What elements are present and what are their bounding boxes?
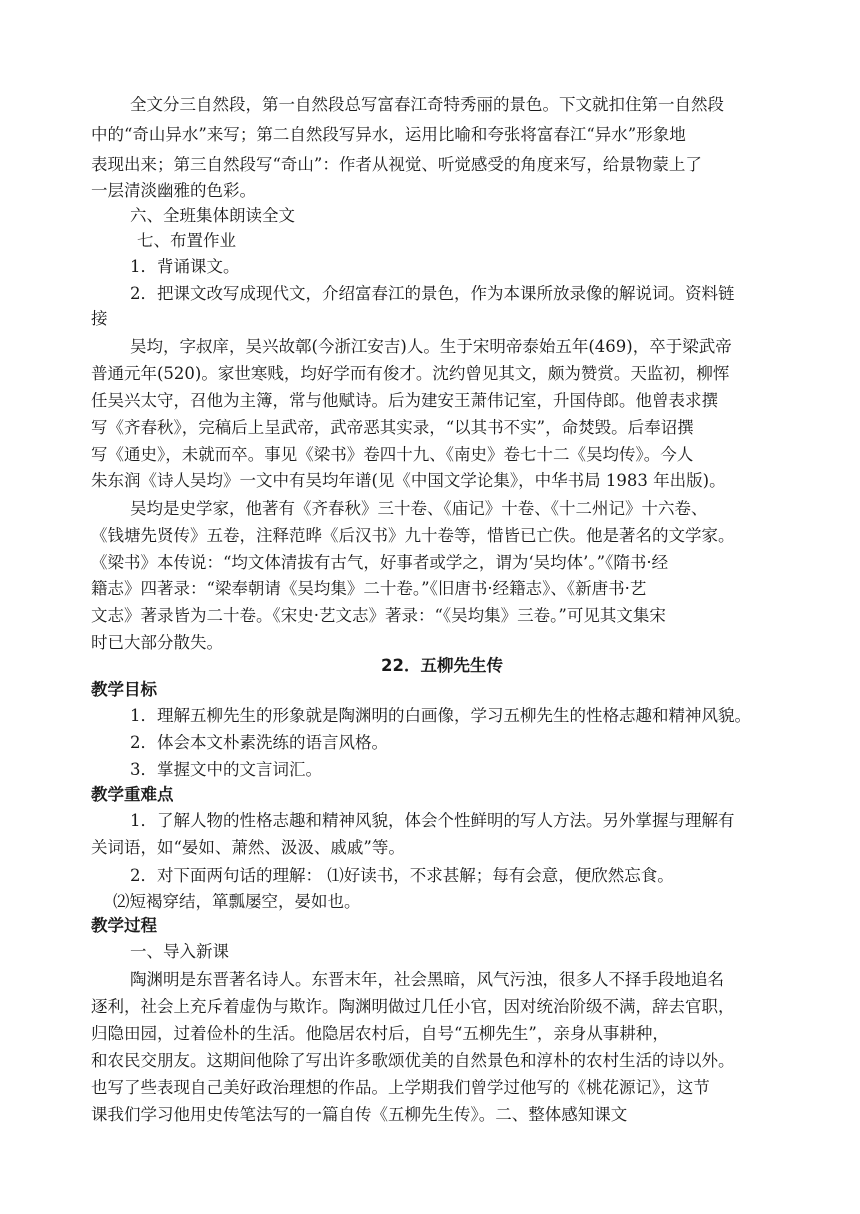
paragraph-line: 中的“奇山异水”来写；第二自然段写异水，运用比喻和夸张将富春江“异水”形象地 <box>91 125 686 144</box>
paragraph-line: 文志》著录皆为二十卷。《宋史·艺文志》著录：“《吴均集》三卷。”可见其文集宋 <box>91 606 666 625</box>
list-item: 1．背诵课文。 <box>130 257 240 276</box>
section-heading: 一、导入新课 <box>130 942 229 961</box>
paragraph-line: 《钱塘先贤传》五卷，注释范晔《后汉书》九十卷等，惜皆已亡佚。他是著名的文学家。 <box>91 526 735 545</box>
paragraph-line: 表现出来；第三自然段写“奇山”：作者从视觉、听觉感受的角度来写，给景物蒙上了 <box>91 155 702 174</box>
section-heading-bold: 教学目标 <box>91 680 157 699</box>
paragraph-line: 普通元年(520)。家世寒贱，均好学而有俊才。沈约曾见其文，颇为赞赏。天监初，柳恽 <box>91 364 730 383</box>
list-item: 2．对下面两句话的理解： ⑴好读书，不求甚解；每有会意，便欣然忘食。 <box>130 866 674 885</box>
paragraph-line: 朱东润《诗人吴均》一文中有吴均年谱(见《中国文学论集》，中华书局 1983 年出版)。 <box>91 471 726 490</box>
section-heading-bold: 教学过程 <box>91 916 157 935</box>
paragraph-line: 吴均，字叔庠，吴兴故鄣(今浙江安吉)人。生于宋明帝泰始五年(469)，卒于梁武帝 <box>130 337 732 356</box>
paragraph-line: 课我们学习他用史传笔法写的一篇自传《五柳先生传》。二、整体感知课文 <box>91 1105 628 1124</box>
paragraph-line: 籍志》四著录：“梁奉朝请《吴均集》二十卷。”《旧唐书·经籍志》、《新唐书·艺 <box>91 579 647 598</box>
section-heading: 七、布置作业 <box>137 231 236 250</box>
paragraph-line: 也写了些表现自己美好政治理想的作品。上学期我们曾学过他写的《桃花源记》，这节 <box>91 1078 710 1097</box>
paragraph-line: 一层清淡幽雅的色彩。 <box>91 181 256 200</box>
paragraph-line: 逐利，社会上充斥着虚伪与欺诈。陶渊明做过几任小官，因对统治阶级不满，辞去官职， <box>91 997 735 1016</box>
paragraph-line: 《梁书》本传说：“均文体清拔有古气，好事者或学之，谓为‘吴均体’。”《隋书·经 <box>91 553 669 572</box>
list-item: 2．把课文改写成现代文，介绍富春江的景色，作为本课所放录像的解说词。资料链 <box>130 284 735 303</box>
list-item: 1．理解五柳先生的形象就是陶渊明的白画像，学习五柳先生的性格志趣和精神风貌。 <box>130 706 751 725</box>
lesson-title-text: 22．五柳先生传 <box>381 656 503 675</box>
paragraph-line: 关词语，如“晏如、萧然、汲汲、戚戚”等。 <box>91 838 405 857</box>
paragraph-line: 全文分三自然段，第一自然段总写富春江奇特秀丽的景色。下文就扣住第一自然段 <box>130 95 724 114</box>
paragraph-line: 归隐田园，过着俭朴的生活。他隐居农村后，自号“五柳先生”，亲身从事耕种， <box>91 1024 669 1043</box>
paragraph-line: ⑵短褐穿结，箪瓢屡空，晏如也。 <box>113 892 361 911</box>
paragraph-line: 吴均是史学家，他著有《齐春秋》三十卷、《庙记》十卷、《十二州记》十六卷、 <box>130 499 708 518</box>
paragraph-line: 陶渊明是东晋著名诗人。东晋末年，社会黑暗，风气污浊，很多人不择手段地追名 <box>130 970 724 989</box>
paragraph-line: 任吴兴太守，召他为主簿，常与他赋诗。后为建安王萧伟记室，升国侍郎。他曾表求撰 <box>91 391 718 410</box>
paragraph-line: 接 <box>91 309 108 328</box>
paragraph-line: 时已大部分散失。 <box>91 633 223 652</box>
paragraph-line: 写《通史》，未就而卒。事见《梁书》卷四十九、《南史》卷七十二《吴均传》。今人 <box>91 445 694 464</box>
list-item: 3．掌握文中的文言词汇。 <box>130 760 322 779</box>
list-item: 2．体会本文朴素洗练的语言风格。 <box>130 733 388 752</box>
paragraph-line: 写《齐春秋》，完稿后上呈武帝，武帝恶其实录，“以其书不实”，命焚毁。后奉诏撰 <box>91 418 694 437</box>
section-heading: 六、全班集体朗读全文 <box>130 206 295 225</box>
paragraph-line: 和农民交朋友。这期间他除了写出许多歌颂优美的自然景色和淳朴的农村生活的诗以外。 <box>91 1051 735 1070</box>
section-heading-bold: 教学重难点 <box>91 785 174 804</box>
list-item: 1．了解人物的性格志趣和精神风貌，体会个性鲜明的写人方法。另外掌握与理解有 <box>130 811 735 830</box>
